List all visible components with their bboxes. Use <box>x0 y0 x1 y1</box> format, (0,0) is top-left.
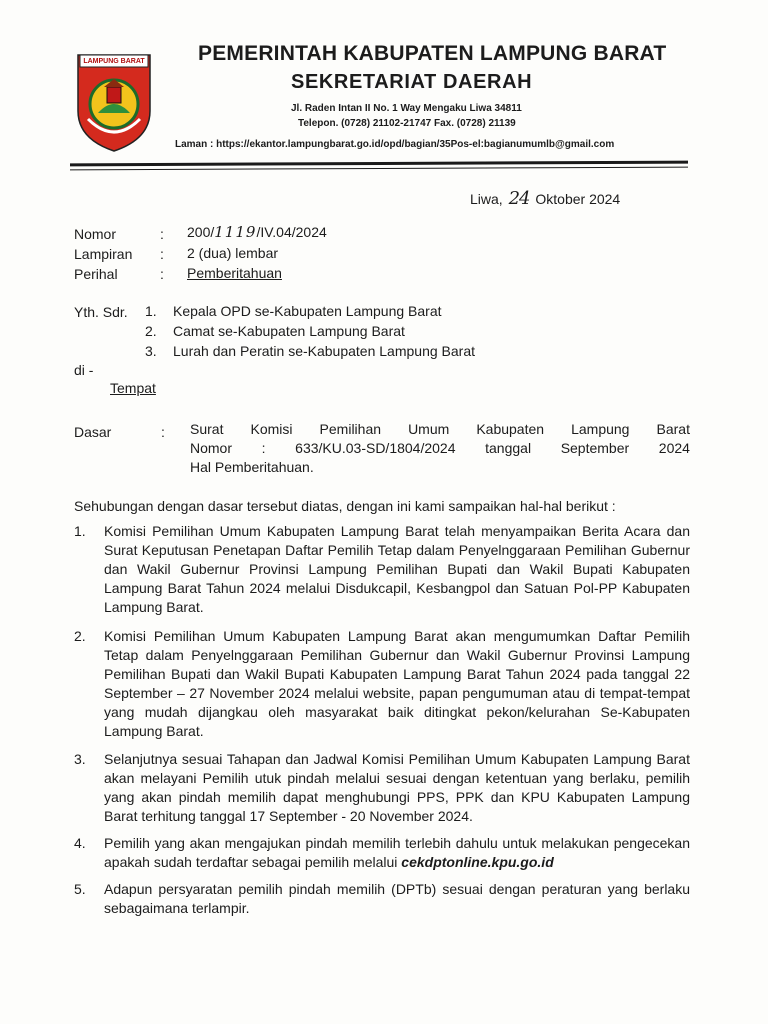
dasar-word: Lampung <box>571 421 630 437</box>
recipient-list <box>145 302 475 362</box>
dasar-word: Barat <box>656 421 690 437</box>
office-phone: Telepon. (0728) 21102-21747 Fax. (0728) 21139 <box>298 118 516 129</box>
dasar-word: Nomor <box>190 440 233 456</box>
dasar-line-2 <box>190 439 690 458</box>
recipient-text: Lurah dan Peratin se-Kabupaten Lampung Barat <box>173 343 475 359</box>
point-item <box>74 627 694 741</box>
letterhead-rule <box>70 161 688 167</box>
recipient-num: 3. <box>145 343 157 359</box>
dasar-line-3: Hal Pemberitahuan. <box>190 459 314 475</box>
date-day-handwritten: 24 <box>508 188 530 209</box>
date-month-year: Oktober 2024 <box>535 191 621 207</box>
nomor-label: Nomor <box>74 226 117 242</box>
office-web: Laman : https://ekantor.lampungbarat.go.id/opd/bagian/35Pos-el:bagianumumlb@gmail.com <box>175 139 615 150</box>
point-text: Komisi Pemilihan Umum Kabupaten Lampung Barat akan mengumumkan Daftar Pemilih Tetap dalam Penyelnggaraan Pemilihan Gubernur dan Wakil Gubernur Provinsi Lampung Pemilihan Bupati dan Wakil Bupati Kabupaten Lampung Barat Tahun 2024 pada tanggal 22 September – 27 November 2024 melalui website, papan pengumuman atau di tempat-tempat yang mudah dijangkau oleh masyarakat baik ditingkat pekon/kelurahan Se-Kabupaten Lampung Barat. <box>104 628 690 739</box>
point-num: 3. <box>74 751 86 767</box>
nomor-suffix: /IV.04/2024 <box>256 224 327 240</box>
dasar-word: Umum <box>408 421 450 437</box>
date-place: Liwa, <box>470 191 503 207</box>
point-num: 1. <box>74 523 86 539</box>
point-item <box>74 522 694 617</box>
dasar-word: Komisi <box>250 421 293 437</box>
dasar-line-1 <box>190 420 690 439</box>
recipient-num: 2. <box>145 323 157 339</box>
recipient-text: Kepala OPD se-Kabupaten Lampung Barat <box>173 303 442 319</box>
point-item <box>74 750 694 826</box>
letterhead-rule-thin <box>70 167 688 171</box>
cekdpt-link[interactable]: cekdptonline.kpu.go.id <box>401 854 554 870</box>
dasar-text <box>190 420 690 477</box>
perihal-label: Perihal <box>74 266 118 282</box>
recipient-text: Camat se-Kabupaten Lampung Barat <box>173 323 405 339</box>
lampiran-colon: : <box>160 246 164 262</box>
dasar-word: tanggal <box>485 440 532 456</box>
point-text: Adapun persyaratan pemilih pindah memilih (DPTb) sesuai dengan peraturan yang berlaku sebagaimana terlampir. <box>104 881 690 916</box>
point-item <box>74 880 694 918</box>
letter-date <box>470 189 620 209</box>
nomor-value <box>187 223 327 242</box>
logo-banner-text: LAMPUNG BARAT <box>83 58 145 65</box>
nomor-colon: : <box>160 226 164 242</box>
salutation: Yth. Sdr. <box>74 304 128 320</box>
dasar-label: Dasar <box>74 424 112 440</box>
dasar-word: Pemilihan <box>319 421 382 437</box>
lampiran-label: Lampiran <box>74 246 133 262</box>
nomor-prefix: 200/ <box>187 224 215 240</box>
logo-banner <box>74 49 154 69</box>
di-label: di - <box>74 362 94 378</box>
dasar-word: Surat <box>190 421 224 437</box>
dasar-word: : <box>261 440 266 456</box>
office-address: Jl. Raden Intan II No. 1 Way Mengaku Liwa 34811 <box>291 103 522 114</box>
dasar-word: 633/KU.03-SD/1804/2024 <box>295 440 456 456</box>
office-name: SEKRETARIAT DAERAH <box>291 71 533 93</box>
perihal-colon: : <box>160 266 164 282</box>
point-text: Selanjutnya sesuai Tahapan dan Jadwal Komisi Pemilihan Umum Kabupaten Lampung Barat akan melayani Pemilih utuk pindah melalui sesuai dengan ketentuan yang berlaku, pemilih yang akan pindah memilih dapat menghubungi PPS, PPK dan KPU Kabupaten Lampung Barat terhitung tanggal 17 September - 20 November 2024. <box>104 751 690 824</box>
point-item <box>74 834 694 872</box>
point-text: Komisi Pemilihan Umum Kabupaten Lampung Barat telah menyampaikan Berita Acara dan Surat Keputusan Penetapan Daftar Pemilih Tetap dalam Penyelnggaraan Pemilihan Gubernur dan Wakil Gubernur Provinsi Lampung Pemilihan Bupati dan Wakil Bupati Kabupaten Lampung Barat Tahun 2024 melalui Disdukcapil, Kesbangpol dan Satuan Pol-PP Kabupaten Lampung Barat. <box>104 523 690 615</box>
point-num: 2. <box>74 628 86 644</box>
lampiran-value: 2 (dua) lembar <box>187 245 279 261</box>
point-num: 5. <box>74 881 86 897</box>
intro-paragraph: Sehubungan dengan dasar tersebut diatas, dengan ini kami sampaikan hal-hal berikut : <box>74 498 616 514</box>
dasar-colon: : <box>161 424 165 440</box>
point-num: 4. <box>74 835 86 851</box>
recipient-item <box>145 342 475 362</box>
recipient-item <box>145 302 475 322</box>
recipient-item <box>145 322 475 342</box>
tempat-label: Tempat <box>110 380 156 396</box>
point-text: Pemilih yang akan mengajukan pindah memilih terlebih dahulu untuk melakukan pengecekan apakah sudah terdaftar sebagai pemilih melalui <box>104 835 690 870</box>
perihal-value: Pemberitahuan <box>187 265 282 281</box>
government-name: PEMERINTAH KABUPATEN LAMPUNG BARAT <box>198 42 667 65</box>
dasar-word: 2024 <box>658 440 690 456</box>
dasar-word: Kabupaten <box>476 421 545 437</box>
dasar-word: September <box>560 440 630 456</box>
recipient-num: 1. <box>145 303 157 319</box>
nomor-handwritten: 1119 <box>214 223 257 241</box>
